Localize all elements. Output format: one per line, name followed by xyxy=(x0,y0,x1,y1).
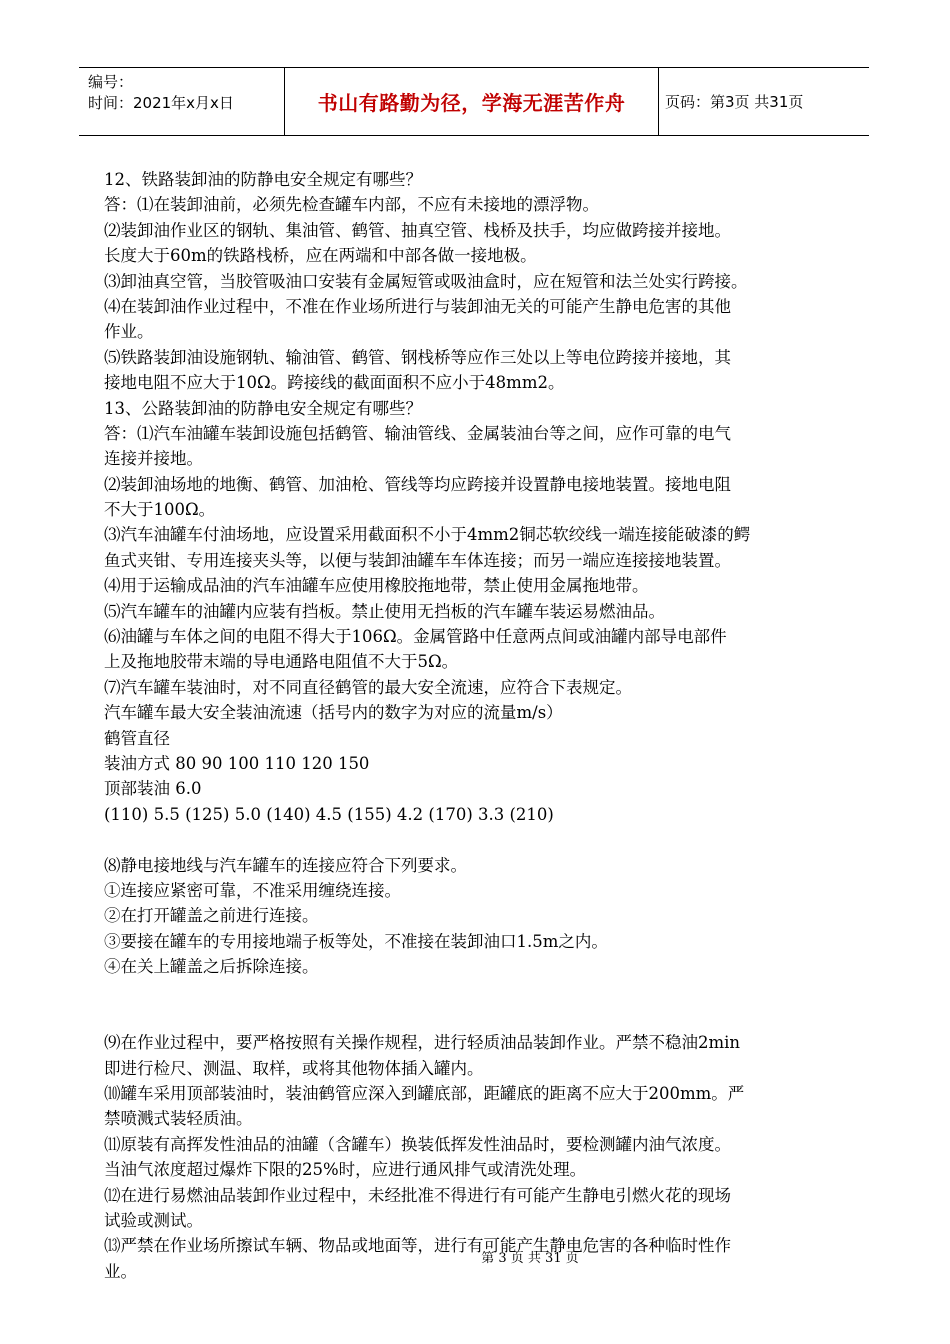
header-page-info: 页码：第3页 共31页 xyxy=(665,93,804,111)
page-footer: 第 3 页 共 31 页 xyxy=(481,1251,579,1266)
body-line: 汽车罐车最大安全装油流速（括号内的数字为对应的流量m/s） xyxy=(104,703,563,723)
body-line: 当油气浓度超过爆炸下限的25%时，应进行通风排气或清洗处理。 xyxy=(104,1160,587,1180)
body-line: ④在关上罐盖之后拆除连接。 xyxy=(104,957,319,977)
header-motto: 书山有路勤为径，学海无涯苦作舟 xyxy=(284,68,659,135)
body-line: ⑼在作业过程中，要严格按照有关操作规程，进行轻质油品装卸作业。严禁不稳油2min xyxy=(104,1033,741,1053)
body-line: 13、公路装卸油的防静电安全规定有哪些？ xyxy=(104,398,422,418)
page-header xyxy=(79,67,869,136)
body-line: 接地电阻不应大于10Ω。跨接线的截面面积不应小于48mm2。 xyxy=(104,373,565,393)
blank-line xyxy=(104,980,844,1005)
body-line: 禁喷溅式装轻质油。 xyxy=(104,1109,253,1129)
document-date: 时间：2021年x月x日 xyxy=(88,94,234,112)
body-line: 不大于100Ω。 xyxy=(104,500,216,520)
body-line: ③要接在罐车的专用接地端子板等处，不准接在装卸油口1.5m之内。 xyxy=(104,931,608,951)
body-line: ⑵装卸油作业区的钢轨、集油管、鹤管、抽真空管、栈桥及扶手，均应做跨接并接地。 xyxy=(104,220,731,240)
body-line: ⑸汽车罐车的油罐内应装有挡板。禁止使用无挡板的汽车罐车装运易燃油品。 xyxy=(104,601,665,621)
body-line: 即进行检尺、测温、取样，或将其他物体插入罐内。 xyxy=(104,1058,484,1078)
body-line: 作业。 xyxy=(104,322,154,342)
body-line: 12、铁路装卸油的防静电安全规定有哪些？ xyxy=(104,170,422,189)
body-line: 顶部装油 6.0 xyxy=(104,779,202,799)
body-line: 答：⑴汽车油罐车装卸设施包括鹤管、输油管线、金属装油台等之间，应作可靠的电气 xyxy=(104,423,731,443)
body-line: ②在打开罐盖之前进行连接。 xyxy=(104,906,319,926)
body-line: ⑺汽车罐车装油时，对不同直径鹤管的最大安全流速，应符合下表规定。 xyxy=(104,677,632,697)
body-line: 装油方式 80 90 100 110 120 150 xyxy=(104,753,370,773)
body-line: ①连接应紧密可靠，不准采用缠绕连接。 xyxy=(104,880,401,900)
body-line: ⑷用于运输成品油的汽车油罐车应使用橡胶拖地带，禁止使用金属拖地带。 xyxy=(104,576,649,596)
body-line: ⑶汽车油罐车付油场地，应设置采用截面积不小于4mm2铜芯软绞线一端连接能破漆的鳄 xyxy=(104,525,751,545)
body-line: 试验或测试。 xyxy=(104,1211,203,1231)
body-line: ⑻静电接地线与汽车罐车的连接应符合下列要求。 xyxy=(104,855,467,875)
document-number-label: 编号： xyxy=(88,73,134,91)
blank-line xyxy=(104,827,844,852)
header-meta xyxy=(79,68,284,135)
body-line: ⑿在进行易燃油品装卸作业过程中，未经批准不得进行有可能产生静电引燃火花的现场 xyxy=(104,1185,731,1205)
body-line: ⑾原装有高挥发性油品的油罐（含罐车）换装低挥发性油品时，要检测罐内油气浓度。 xyxy=(104,1134,731,1154)
body-line: ⑶卸油真空管，当胶管吸油口安装有金属短管或吸油盒时，应在短管和法兰处实行跨接。 xyxy=(104,271,748,291)
document-body xyxy=(104,167,844,1284)
body-line: 上及拖地胶带末端的导电通路电阻值不大于5Ω。 xyxy=(104,652,459,672)
body-line: ⑽罐车采用顶部装油时，装油鹤管应深入到罐底部，距罐底的距离不应大于200mm。严 xyxy=(104,1084,745,1104)
body-line: 鹤管直径 xyxy=(104,728,170,748)
body-line: ⑷在装卸油作业过程中，不准在作业场所进行与装卸油无关的可能产生静电危害的其他 xyxy=(104,296,731,316)
body-line: ⑵装卸油场地的地衡、鹤管、加油枪、管线等均应跨接并设置静电接地装置。接地电阻 xyxy=(104,474,731,494)
body-line: 答：⑴在装卸油前，必须先检查罐车内部，不应有未接地的漂浮物。 xyxy=(104,195,599,215)
body-line: 连接并接地。 xyxy=(104,449,203,469)
body-line: 鱼式夹钳、专用连接夹头等，以便与装卸油罐车车体连接；而另一端应连接接地装置。 xyxy=(104,550,731,570)
body-line: 长度大于60m的铁路栈桥，应在两端和中部各做一接地极。 xyxy=(104,246,537,266)
blank-line xyxy=(104,1005,844,1030)
body-line: ⑹油罐与车体之间的电阻不得大于106Ω。金属管路中任意两点间或油罐内部导电部件 xyxy=(104,627,727,647)
body-line: (110) 5.5 (125) 5.0 (140) 4.5 (155) 4.2 (170) 3.3 (210) xyxy=(104,804,554,824)
body-line: ⒀严禁在作业场所擦试车辆、物品或地面等，进行有可能产生静电危害的各种临时性作 xyxy=(104,1236,731,1256)
body-line: 业。 xyxy=(104,1261,137,1281)
body-line: ⑸铁路装卸油设施钢轨、输油管、鹤管、钢栈桥等应作三处以上等电位跨接并接地，其 xyxy=(104,347,731,367)
